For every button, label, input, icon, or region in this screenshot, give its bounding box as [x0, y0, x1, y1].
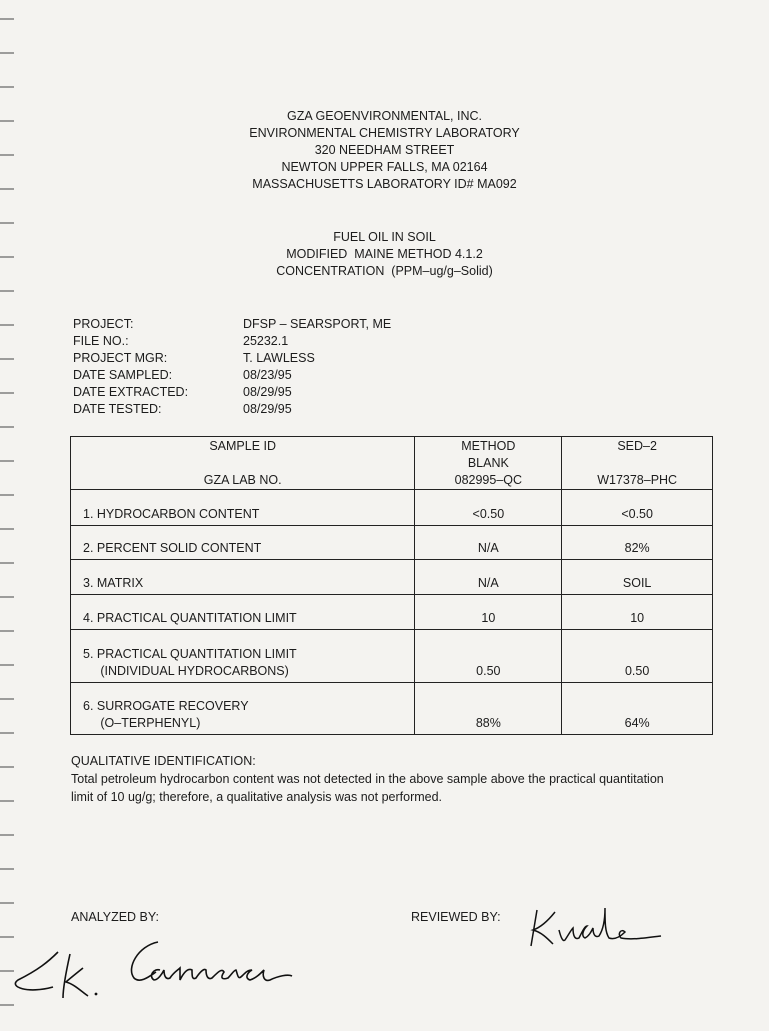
- info-label: DATE EXTRACTED:: [73, 385, 189, 399]
- param-sublabel: (O–TERPHENYL): [83, 716, 201, 730]
- qualitative-identification: [71, 752, 691, 806]
- method-blank-value: <0.50: [415, 490, 562, 526]
- info-value: 08/23/95: [243, 368, 292, 382]
- lab-no-label: GZA LAB NO.: [203, 473, 282, 487]
- info-label: PROJECT MGR:: [73, 351, 168, 365]
- sed2-value: 64%: [562, 683, 713, 735]
- qualitative-text: Total petroleum hydrocarbon content was not detected in the above sample above the practical quantitation limit of 10 ug/g; therefore, a qualitative analysis was not performed.: [71, 772, 664, 804]
- col3-line3: W17378–PHC: [597, 473, 678, 487]
- table-row: [71, 630, 713, 683]
- sed2-value: SOIL: [562, 560, 713, 595]
- info-value: DFSP – SEARSPORT, ME: [243, 317, 392, 331]
- info-label: PROJECT:: [73, 317, 134, 331]
- info-row: [73, 316, 391, 333]
- param-label: 6. SURROGATE RECOVERY: [83, 699, 249, 713]
- method-blank-value: 0.50: [415, 630, 562, 683]
- table-row: [71, 560, 713, 595]
- qualitative-heading: QUALITATIVE IDENTIFICATION:: [71, 754, 256, 768]
- project-info: [73, 316, 391, 418]
- info-value: T. LAWLESS: [243, 351, 315, 365]
- reviewed-signature: [525, 900, 670, 955]
- param-label: 3. MATRIX: [83, 576, 144, 590]
- method-blank-value: 10: [415, 595, 562, 630]
- sed2-value: <0.50: [562, 490, 713, 526]
- sed2-value: 0.50: [562, 630, 713, 683]
- method-blank-value: 88%: [415, 683, 562, 735]
- table-row: [71, 595, 713, 630]
- reviewed-by-label: REVIEWED BY:: [411, 910, 501, 924]
- info-value: 25232.1: [243, 334, 289, 348]
- lab-name: GZA GEOENVIRONMENTAL, INC.: [287, 109, 482, 123]
- method-blank-value: N/A: [415, 560, 562, 595]
- sed2-value: 10: [562, 595, 713, 630]
- table-row: [71, 490, 713, 526]
- method-name: MODIFIED MAINE METHOD 4.1.2: [286, 247, 483, 261]
- info-row: [73, 401, 391, 418]
- analyzed-signature: [8, 932, 298, 1007]
- lab-street: 320 NEEDHAM STREET: [314, 143, 455, 157]
- lab-header: [0, 108, 769, 193]
- param-cell: [71, 630, 415, 683]
- lab-city: NEWTON UPPER FALLS, MA 02164: [281, 160, 488, 174]
- sed2-header: [562, 437, 713, 490]
- col2-line1: METHOD: [461, 439, 516, 453]
- method-concentration: CONCENTRATION (PPM–ug/g–Solid): [276, 264, 493, 278]
- info-value: 08/29/95: [243, 402, 292, 416]
- sample-id-label: SAMPLE ID: [209, 439, 277, 453]
- sample-id-header: [71, 437, 415, 490]
- col3-line1: SED–2: [617, 439, 657, 453]
- lab-id: MASSACHUSETTS LABORATORY ID# MA092: [252, 177, 517, 191]
- param-label: 5. PRACTICAL QUANTITATION LIMIT: [83, 647, 297, 661]
- param-cell: [71, 560, 415, 595]
- method-blank-header: [415, 437, 562, 490]
- param-label: 1. HYDROCARBON CONTENT: [83, 507, 260, 521]
- sed2-value: 82%: [562, 526, 713, 560]
- info-label: FILE NO.:: [73, 334, 129, 348]
- method-blank-value: N/A: [415, 526, 562, 560]
- col2-line2: BLANK: [467, 456, 509, 470]
- info-row: [73, 384, 391, 401]
- lab-department: ENVIRONMENTAL CHEMISTRY LABORATORY: [249, 126, 520, 140]
- param-cell: [71, 490, 415, 526]
- param-label: 4. PRACTICAL QUANTITATION LIMIT: [83, 611, 297, 625]
- table-row: [71, 683, 713, 735]
- info-label: DATE SAMPLED:: [73, 368, 173, 382]
- param-cell: [71, 526, 415, 560]
- param-cell: [71, 595, 415, 630]
- results-table: [70, 436, 713, 735]
- method-header: [0, 229, 769, 280]
- analyzed-by-label: ANALYZED BY:: [71, 910, 159, 924]
- param-sublabel: (INDIVIDUAL HYDROCARBONS): [83, 664, 289, 678]
- info-row: [73, 367, 391, 384]
- method-title: FUEL OIL IN SOIL: [333, 230, 436, 244]
- col3-line2: [562, 455, 712, 472]
- info-value: 08/29/95: [243, 385, 292, 399]
- info-label: DATE TESTED:: [73, 402, 162, 416]
- param-cell: [71, 683, 415, 735]
- info-row: [73, 350, 391, 367]
- col2-line3: 082995–QC: [454, 473, 523, 487]
- table-header-row: [71, 437, 713, 490]
- table-row: [71, 526, 713, 560]
- param-label: 2. PERCENT SOLID CONTENT: [83, 541, 262, 555]
- info-row: [73, 333, 391, 350]
